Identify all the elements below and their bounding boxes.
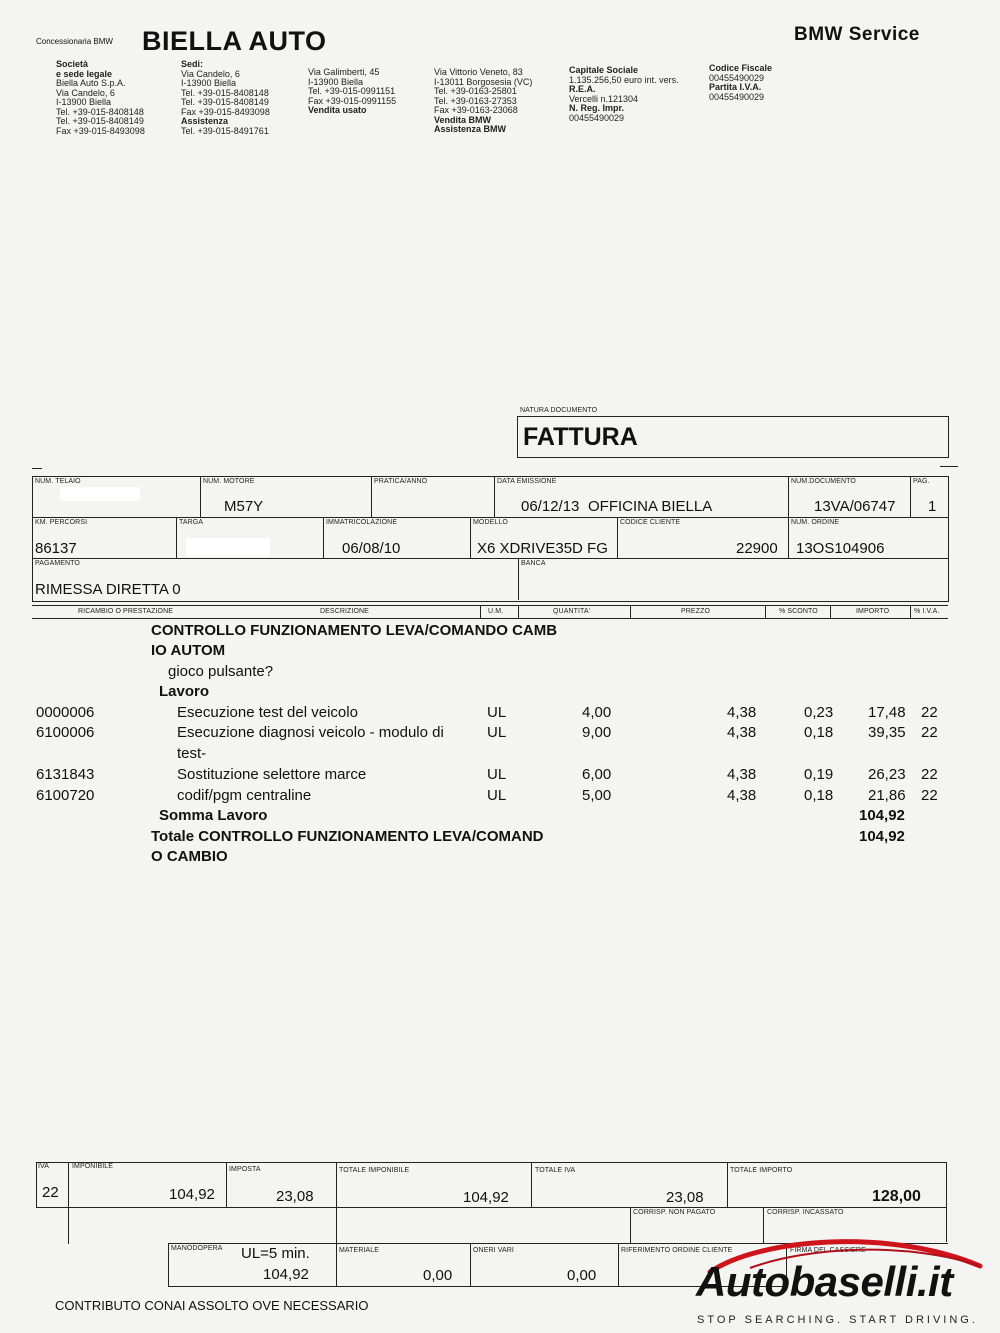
row-qty: 4,00 <box>582 704 612 721</box>
row-um: UL <box>487 724 507 741</box>
immatr-value: 06/08/10 <box>342 540 401 557</box>
row-qty: 9,00 <box>582 724 612 741</box>
numdoc-label: NUM.DOCUMENTO <box>791 478 856 485</box>
row-price: 4,38 <box>727 766 757 783</box>
company-name: BIELLA AUTO <box>142 26 327 56</box>
job-title-cont: IO AUTOM <box>151 642 226 659</box>
tot-imponibile-value: 104,92 <box>463 1189 509 1206</box>
numdoc-value: 13VA/06747 <box>814 498 896 515</box>
tot-iva-label: TOTALE IVA <box>535 1167 576 1174</box>
data-label: DATA EMISSIONE <box>497 478 557 485</box>
tot-imponibile-label: TOTALE IMPONIBILE <box>339 1167 410 1174</box>
row-amount: 21,86 <box>868 787 906 804</box>
row-desc: codif/pgm centraline <box>177 787 312 804</box>
col-ricambio: RICAMBIO O PRESTAZIONE <box>78 608 174 615</box>
row-desc: Sostituzione selettore marce <box>177 766 367 783</box>
row-discount: 0,18 <box>804 724 834 741</box>
km-label: KM. PERCORSI <box>35 519 88 526</box>
col-quantita: QUANTITA' <box>553 608 591 615</box>
row-vat: 22 <box>921 766 938 783</box>
tot-importo-value: 128,00 <box>872 1188 921 1205</box>
pag-label: PAG. <box>913 478 930 485</box>
dealer-tag: Concessionaria BMW <box>36 37 113 46</box>
imposta-value: 23,08 <box>276 1188 314 1205</box>
motore-value: M57Y <box>224 498 264 515</box>
natura-label: NATURA DOCUMENTO <box>520 407 598 414</box>
row-vat: 22 <box>921 724 938 741</box>
row-code: 6100006 <box>36 724 95 741</box>
corrisp-inc-label: CORRISP. INCASSATO <box>767 1209 844 1216</box>
materiale-label: MATERIALE <box>339 1247 380 1254</box>
firma-label: FIRMA DEL CASSIERE <box>790 1247 866 1254</box>
somma-label: Somma Lavoro <box>159 807 268 824</box>
col-um: U.M. <box>488 608 504 615</box>
modello-value: X6 XDRIVE35D FG <box>477 540 608 557</box>
modello-label: MODELLO <box>473 519 508 526</box>
legal-block: Società e sede legale Biella Auto S.p.A. Via Candelo, 6 I-13900 Biella Tel. +39-015-8408148 Tel. +39-015-8408149 Fax +39-015-8493098 <box>56 59 145 136</box>
corrisp-non-label: CORRISP. NON PAGATO <box>633 1209 716 1216</box>
capitale-block: Capitale Sociale 1.135.256,50 euro int. vers. R.E.A. Vercelli n.121304 N. Reg. Impr. 00455490029 <box>569 65 679 123</box>
cliente-value: 22900 <box>736 540 778 557</box>
row-qty: 5,00 <box>582 787 612 804</box>
somma-value: 104,92 <box>859 807 905 824</box>
row-price: 4,38 <box>727 704 757 721</box>
manodopera-label: MANODOPERA <box>171 1245 223 1252</box>
sede-candelo: Sedi: Via Candelo, 6 I-13900 Biella Tel. +39-015-8408148 Tel. +39-015-8408149 Fax +39-015-8493098 Assistenza Tel. +39-015-8491761 <box>181 59 270 136</box>
job-title: CONTROLLO FUNZIONAMENTO LEVA/COMANDO CAMB <box>151 622 558 639</box>
officina-value: OFFICINA BIELLA <box>588 498 713 515</box>
imposta-label: IMPOSTA <box>229 1166 261 1173</box>
pagamento-value: RIMESSA DIRETTA 0 <box>35 581 181 598</box>
immatr-label: IMMATRICOLAZIONE <box>326 519 398 526</box>
iva-label: IVA <box>38 1163 50 1170</box>
section-lavoro: Lavoro <box>159 683 210 700</box>
pag-value: 1 <box>928 498 937 515</box>
row-amount: 26,23 <box>868 766 906 783</box>
banca-label: BANCA <box>521 560 546 567</box>
data-value: 06/12/13 <box>521 498 580 515</box>
rif-ordine-label: RIFERIMENTO ORDINE CLIENTE <box>621 1247 733 1254</box>
row-amount: 17,48 <box>868 704 906 721</box>
watermark-brand: Autobaselli.it <box>696 1258 953 1305</box>
document-type: FATTURA <box>523 423 638 451</box>
col-sconto: % SCONTO <box>779 608 818 615</box>
imponibile-value: 104,92 <box>169 1186 215 1203</box>
pagamento-label: PAGAMENTO <box>35 560 80 567</box>
row-discount: 0,18 <box>804 787 834 804</box>
imponibile-label: IMPONIBILE <box>72 1163 114 1170</box>
ordine-label: NUM. ORDINE <box>791 519 840 526</box>
row-price: 4,38 <box>727 787 757 804</box>
manodopera-value: 104,92 <box>263 1266 309 1283</box>
col-iva: % I.V.A. <box>914 608 940 615</box>
telaio-redacted <box>60 487 140 501</box>
totale-label: Totale CONTROLLO FUNZIONAMENTO LEVA/COMAND <box>151 828 544 845</box>
totale-label-cont: O CAMBIO <box>151 848 228 865</box>
ordine-value: 13OS104906 <box>796 540 885 557</box>
sede-galimberti: Via Galimberti, 45 I-13900 Biella Tel. +39-015-0991151 Fax +39-015-0991155 Vendita usato <box>308 67 397 115</box>
conai-note: CONTRIBUTO CONAI ASSOLTO OVE NECESSARIO <box>55 1298 369 1313</box>
cliente-label: CODICE CLIENTE <box>620 519 681 526</box>
row-desc-cont: test- <box>177 745 207 762</box>
col-prezzo: PREZZO <box>681 608 710 615</box>
row-code: 0000006 <box>36 704 95 721</box>
oneri-label: ONERI VARI <box>473 1247 514 1254</box>
row-discount: 0,19 <box>804 766 834 783</box>
sede-borgosesia: Via Vittorio Veneto, 83 I-13011 Borgosesia (VC) Tel. +39-0163-25801 Tel. +39-0163-27353 Fax +39-0163-23068 Vendita BMW Assistenza BMW <box>434 67 533 134</box>
motore-label: NUM. MOTORE <box>203 478 255 485</box>
col-descrizione: DESCRIZIONE <box>320 608 369 615</box>
km-value: 86137 <box>35 540 77 557</box>
row-vat: 22 <box>921 704 938 721</box>
row-um: UL <box>487 704 507 721</box>
row-qty: 6,00 <box>582 766 612 783</box>
telaio-label: NUM. TELAIO <box>35 478 81 485</box>
row-price: 4,38 <box>727 724 757 741</box>
row-vat: 22 <box>921 787 938 804</box>
col-importo: IMPORTO <box>856 608 890 615</box>
row-desc: Esecuzione diagnosi veicolo - modulo di <box>177 724 444 741</box>
row-um: UL <box>487 766 507 783</box>
manodopera-note: UL=5 min. <box>241 1245 310 1262</box>
fiscal-block: Codice Fiscale 00455490029 Partita I.V.A. 00455490029 <box>709 63 773 102</box>
pratica-label: PRATICA/ANNO <box>374 478 428 485</box>
iva-value: 22 <box>42 1184 59 1201</box>
totale-value: 104,92 <box>859 828 905 845</box>
watermark-tagline: STOP SEARCHING. START DRIVING. <box>697 1314 978 1326</box>
targa-redacted <box>186 538 270 556</box>
row-amount: 39,35 <box>868 724 906 741</box>
row-desc: Esecuzione test del veicolo <box>177 704 358 721</box>
targa-label: TARGA <box>179 519 204 526</box>
oneri-value: 0,00 <box>567 1267 597 1284</box>
row-code: 6131843 <box>36 766 95 783</box>
materiale-value: 0,00 <box>423 1267 453 1284</box>
tot-iva-value: 23,08 <box>666 1189 704 1206</box>
row-discount: 0,23 <box>804 704 834 721</box>
row-um: UL <box>487 787 507 804</box>
service-title: BMW Service <box>794 24 920 45</box>
row-code: 6100720 <box>36 787 95 804</box>
job-note: gioco pulsante? <box>168 663 274 680</box>
tot-importo-label: TOTALE IMPORTO <box>730 1167 793 1174</box>
